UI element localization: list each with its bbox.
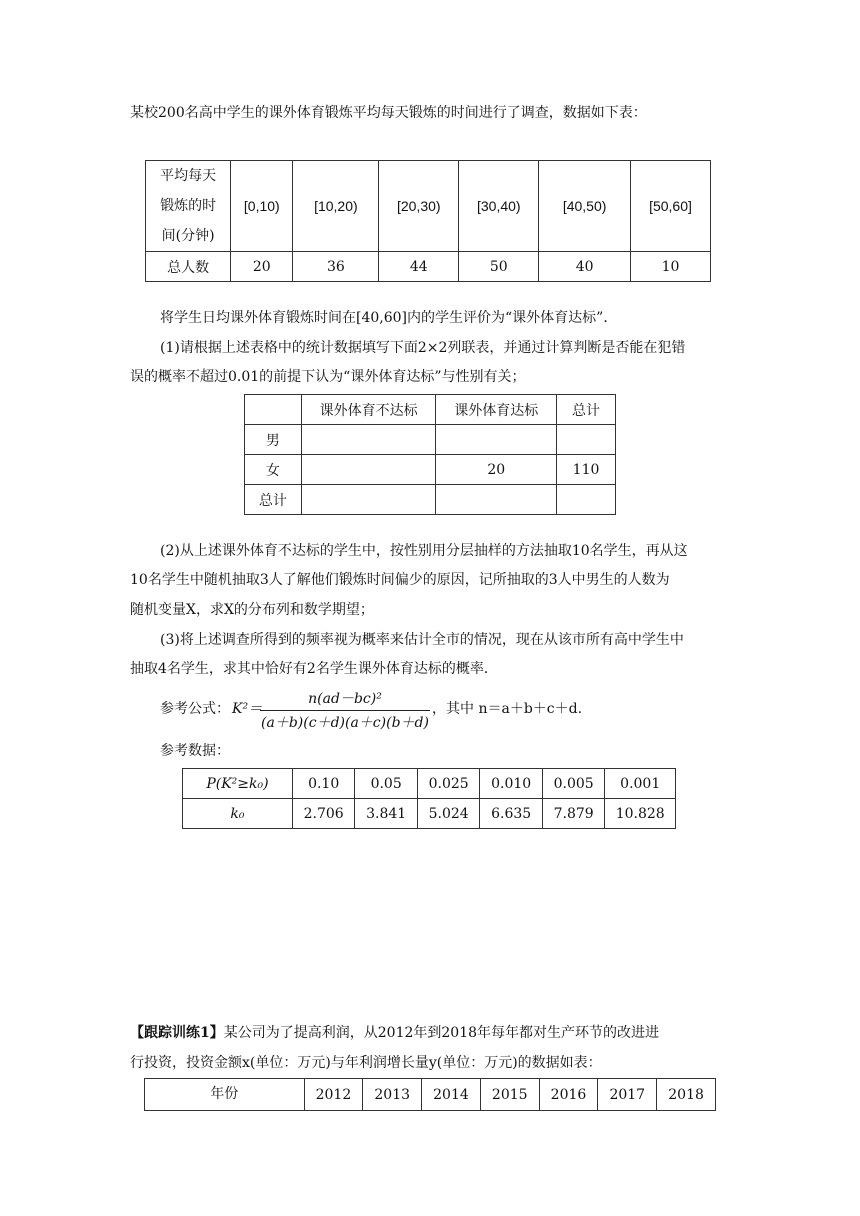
formula-label: 参考公式： (160, 701, 230, 717)
count-cell: 20 (231, 252, 293, 282)
table-cell (557, 485, 616, 515)
row-header: 男 (245, 425, 302, 455)
question-2-line-2: 10名学生中随机抽取3人了解他们锻炼时间偏少的原因，记所抽取的3人中男生的人数为 (130, 572, 670, 588)
year-cell: 2015 (480, 1079, 539, 1111)
question-3-line-1: (3)将上述调查所得到的频率视为概率来估计全市的情况，现在从该市所有高中学生中 (160, 632, 684, 648)
formula-denominator: (a＋b)(c＋d)(a＋c)(b＋d) (261, 715, 429, 731)
table-cell: 110 (557, 455, 616, 485)
column-header: 课外体育不达标 (301, 395, 436, 425)
critical-value-cell: 6.635 (480, 799, 543, 829)
critical-value-table (182, 768, 676, 829)
row-header: 总计 (245, 485, 302, 515)
year-label-cell: 年份 (145, 1079, 305, 1111)
probability-label-cell: P(K²≥k₀) (183, 769, 293, 799)
probability-cell: 0.05 (355, 769, 418, 799)
column-header: 总计 (557, 395, 616, 425)
year-cell: 2018 (657, 1079, 716, 1111)
followup-tag: 【跟踪训练1】 (130, 1025, 224, 1041)
count-cell: 44 (379, 252, 459, 282)
critical-value-cell: 7.879 (542, 799, 605, 829)
table-cell (301, 455, 436, 485)
followup-line-1-text: 某公司为了提高利润，从2012年到2018年每年都对生产环节的改进进 (223, 1025, 660, 1041)
year-cell: 2014 (422, 1079, 481, 1111)
fraction-bar (260, 710, 430, 711)
probability-cell: 0.001 (605, 769, 676, 799)
formula-numerator: n(ad－bc)² (308, 691, 382, 707)
probability-cell: 0.010 (480, 769, 543, 799)
table-row (245, 485, 616, 515)
followup-line-2: 行投资，投资金额x(单位：万元)与年利润增长量y(单位：万元)的数据如表： (130, 1055, 602, 1071)
question-1-line-1: (1)请根据上述表格中的统计数据填写下面2×2列联表，并通过计算判断是否能在犯错 (160, 340, 686, 356)
table-cell (436, 485, 557, 515)
critical-value-cell: 10.828 (605, 799, 676, 829)
time-header-line: 间(分钟) (161, 228, 215, 244)
table-cell: 20 (436, 455, 557, 485)
critical-label-cell: k₀ (183, 799, 293, 829)
time-distribution-table (145, 160, 711, 282)
question-3-line-2: 抽取4名学生，求其中恰好有2名学生课外体育达标的概率． (130, 661, 498, 677)
question-2-line-3: 随机变量X，求X的分布列和数学期望； (130, 602, 374, 618)
contingency-table (244, 394, 616, 515)
year-cell: 2016 (539, 1079, 598, 1111)
table-cell (301, 425, 436, 455)
time-header-cell (146, 161, 231, 252)
critical-value-cell: 3.841 (355, 799, 418, 829)
year-cell: 2012 (304, 1079, 363, 1111)
reference-data-label: 参考数据： (160, 743, 230, 759)
interval-cell: [10,20) (293, 161, 379, 252)
intro-text: 某校200名高中学生的课外体育锻炼平均每天锻炼的时间进行了调查，数据如下表： (130, 105, 647, 121)
year-cell: 2017 (598, 1079, 657, 1111)
table-cell (301, 485, 436, 515)
followup-line-1 (130, 1018, 659, 1048)
probability-cell: 0.025 (417, 769, 480, 799)
table-row (245, 425, 616, 455)
table-cell (557, 425, 616, 455)
evaluation-text: 将学生日均课外体育锻炼时间在[40,60]内的学生评价为“课外体育达标”． (160, 310, 618, 326)
count-cell: 36 (293, 252, 379, 282)
probability-cell: 0.005 (542, 769, 605, 799)
interval-cell: [0,10) (231, 161, 293, 252)
critical-value-cell: 5.024 (417, 799, 480, 829)
time-header-line: 平均每天 (160, 168, 217, 184)
question-2-line-1: (2)从上述课外体育不达标的学生中，按性别用分层抽样的方法抽取10名学生，再从这 (160, 543, 688, 559)
interval-cell: [30,40) (459, 161, 539, 252)
corner-cell (245, 395, 302, 425)
count-cell: 40 (539, 252, 631, 282)
column-header: 课外体育达标 (436, 395, 557, 425)
formula-suffix: ，其中 n＝a＋b＋c＋d. (432, 701, 583, 717)
year-cell: 2013 (363, 1079, 422, 1111)
table-row (245, 455, 616, 485)
count-cell: 10 (630, 252, 710, 282)
interval-cell: [20,30) (379, 161, 459, 252)
critical-value-cell: 2.706 (292, 799, 355, 829)
count-cell: 50 (459, 252, 539, 282)
year-table (144, 1078, 716, 1111)
row-header: 女 (245, 455, 302, 485)
time-header-line: 锻炼的时 (160, 198, 217, 214)
probability-cell: 0.10 (292, 769, 355, 799)
table-cell (436, 425, 557, 455)
formula-lhs: K²＝ (232, 701, 263, 717)
interval-cell: [50,60] (630, 161, 710, 252)
question-1-line-2: 误的概率不超过0.01的前提下认为“课外体育达标”与性别有关； (130, 369, 526, 385)
interval-cell: [40,50) (539, 161, 631, 252)
count-label-cell: 总人数 (146, 252, 231, 282)
